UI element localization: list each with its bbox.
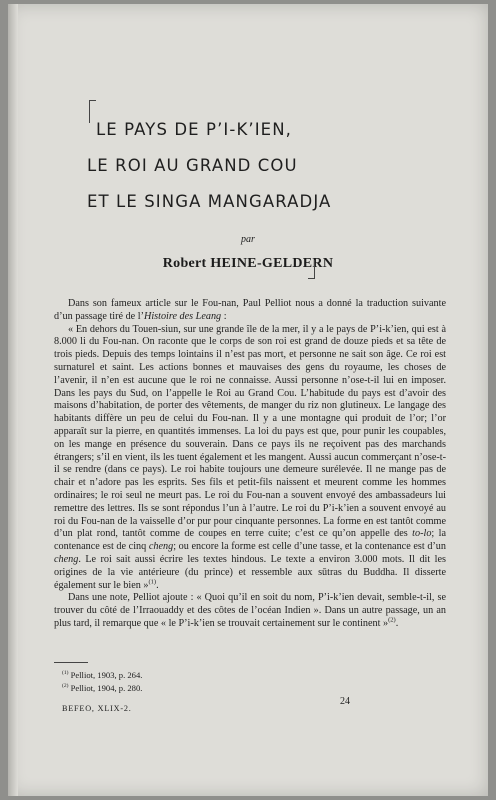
- footnote-text: Pelliot, 1904, p. 280.: [68, 683, 143, 694]
- page-number: 24: [340, 696, 350, 707]
- text-run: ; ou encore la forme est celle d’une tasse, et la contenance est d’un: [173, 541, 446, 553]
- body-paragraph: [54, 324, 446, 593]
- footnote: [62, 681, 362, 694]
- title-line-1: LE PAYS DE P’I-K’IEN,: [96, 120, 292, 139]
- footnote-ref[interactable]: (1): [148, 578, 157, 586]
- body-paragraph: [54, 592, 446, 630]
- footnote-rule: [54, 662, 88, 663]
- text-run: :: [221, 310, 227, 322]
- italic-text: cheng: [54, 553, 79, 565]
- body-paragraph: [54, 298, 446, 324]
- footnote-ref[interactable]: (2): [388, 616, 396, 624]
- italic-text: cheng: [148, 541, 174, 553]
- journal-reference: BEFEO, XLIX-2.: [62, 704, 132, 713]
- article-body: [54, 298, 446, 631]
- title-line-3: ET LE SINGA MANGARADJA: [87, 192, 332, 211]
- footnote-number: (1): [62, 670, 69, 676]
- byline-par: par: [241, 234, 255, 245]
- text-run: Dans une note, Pelliot ajoute : « Quoi qu’il en soit du nom, P’i-k’ien devait, semble-t-il, se trouver du côté de l’Irraouaddy et des côtes de l’océan Indien ». Dans un autre passage, un an plus tard, il remarque que « le P’i-k’ien se trouvait certainement sur le continent »: [54, 592, 446, 629]
- pencil-bracket-mark-end: [308, 260, 315, 279]
- author-name: Robert HEINE-GELDERN: [162, 256, 334, 271]
- text-run: . Le roi sait aussi écrire les textes hindous. Le texte a environ 3.000 mots. Il dit les origines de la vie antérieure (du prince) et ressemble aux sūtras du Buddha. Il disserte également sur le bien »: [54, 553, 446, 591]
- page-spine-shadow: [8, 4, 18, 796]
- footnote-number: (2): [62, 683, 69, 690]
- book-page: [8, 4, 488, 796]
- text-run: .: [156, 579, 159, 591]
- text-run: ; la contenance est de cinq: [54, 528, 447, 553]
- text-run: « En dehors du Touen-siun, sur une grande île de la mer, il y a le pays de P’i-k’ien, qui est à 8.000 li du Fou-nan. On raconte que le corps de son roi est grand de douze pieds et sa tête de trois pieds. Depuis des temps lointains il n’est pas mort, et personne ne sait son âge. Ce roi est surnaturel et saint. Les actions bonnes et mauvaises des gens du royaume, les choses de l’avenir, il n’en est aucune que le roi ne connaisse. Aussi personne n’ose-t-il lui en imposer. Dans les pays du Sud, on l’appelle le Roi au Grand Cou. L’habitude du pays est d’avoir des maisons d’habitation, de porter des vêtements, de manger du riz non glutineux. Le langage des habitants diffère un peu de celui du Fou-nan. Il y a une montagne qui produit de l’or; l’or apparaît sur la pierre, en quantités immenses. La loi du pays est que, pour punir les coupables, on les mange en présence du souverain. Dans ce pays ils ne reçoivent pas des marchands étrangers; s’il en vient, ils les tuent également et les mangent. Aussi aucun commerçant n’ose-t-il se rendre (dans ce pays). Le roi habite toujours une demeure surélevée. Il ne mange pas de chair et n’adore pas les esprits. Ses fils et petit-fils naissent et meurent comme les hommes ordinaires; le roi seul ne meurt pas. Le roi du Fou-nan a souvent envoyé des ambassadeurs lui remettre des lettres. Ils se sont répondus l’un à l’autre. Le roi du P’i-k’ien a souvent envoyé au roi du Fou-nan de la vaisselle d’or pur pour cinquante personnes. La forme en est tantôt comme d’un plat rond, tantôt comme de coupes en terre cuite; c’est ce qu’on appelle des: [54, 323, 446, 540]
- pencil-bracket-mark: [89, 100, 96, 123]
- title-line-2: LE ROI AU GRAND COU: [87, 156, 298, 175]
- text-run: Dans son fameux article sur le Fou-nan, Paul Pelliot nous a donné la traduction suivante d’un passage tiré de l’: [54, 298, 446, 322]
- footnote: [62, 668, 362, 681]
- italic-text: Histoire des Leang: [143, 310, 222, 322]
- text-run: .: [395, 617, 399, 629]
- italic-text: to-lo: [412, 528, 432, 540]
- footnote-text: Pelliot, 1903, p. 264.: [68, 669, 143, 680]
- footnotes: [62, 668, 362, 695]
